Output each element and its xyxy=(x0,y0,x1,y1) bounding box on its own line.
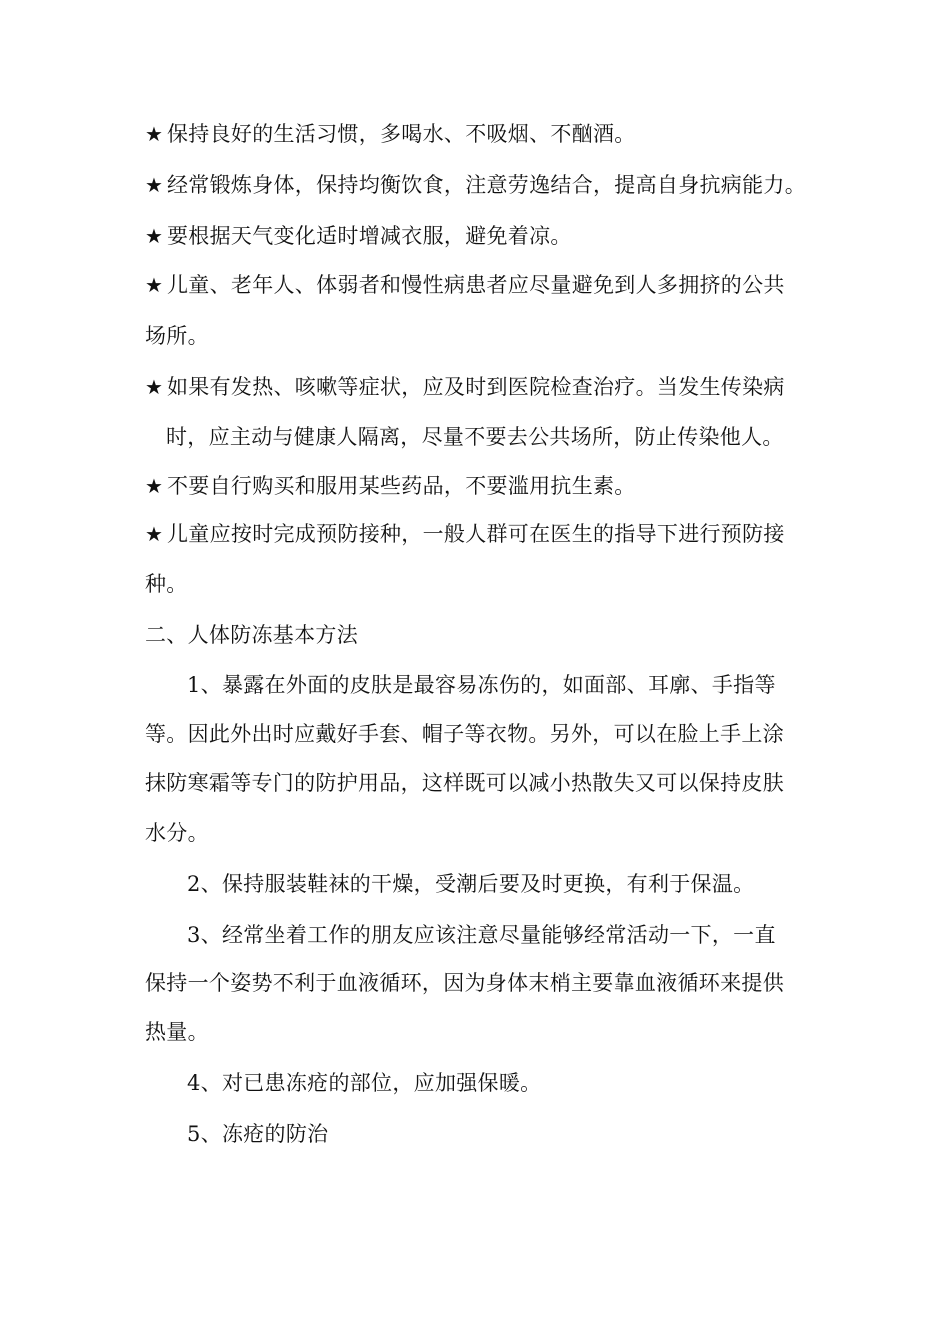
paragraph-line: 热量。 xyxy=(145,1020,209,1044)
paragraph-line: 5、冻疮的防治 xyxy=(187,1122,329,1146)
bullet-continuation: 场所。 xyxy=(145,324,209,348)
bullet-text: 不要自行购买和服用某些药品，不要滥用抗生素。 xyxy=(167,474,636,498)
bullet-text: 要根据天气变化适时增减衣服，避免着凉。 xyxy=(167,224,572,248)
paragraph-line: 水分。 xyxy=(145,821,209,845)
bullet-line xyxy=(145,221,572,251)
bullet-continuation: 时，应主动与健康人隔离，尽量不要去公共场所，防止传染他人。 xyxy=(166,425,784,449)
bullet-text: 保持良好的生活习惯，多喝水、不吸烟、不酗酒。 xyxy=(167,122,636,146)
paragraph-line: 1、暴露在外面的皮肤是最容易冻伤的，如面部、耳廓、手指等 xyxy=(187,673,776,697)
bullet-line xyxy=(145,270,785,300)
bullet-line xyxy=(145,471,636,501)
star-icon: ★ xyxy=(145,522,164,546)
paragraph-line: 2、保持服装鞋袜的干燥，受潮后要及时更换，有利于保温。 xyxy=(187,872,755,896)
bullet-line xyxy=(145,372,785,402)
star-icon: ★ xyxy=(145,474,164,498)
bullet-text: 儿童应按时完成预防接种，一般人群可在医生的指导下进行预防接 xyxy=(167,522,785,546)
bullet-line xyxy=(145,119,636,149)
star-icon: ★ xyxy=(145,122,164,146)
bullet-text: 儿童、老年人、体弱者和慢性病患者应尽量避免到人多拥挤的公共 xyxy=(167,273,785,297)
paragraph-line: 3、经常坐着工作的朋友应该注意尽量能够经常活动一下，一直 xyxy=(187,923,776,947)
star-icon: ★ xyxy=(145,273,164,297)
bullet-line xyxy=(145,519,785,549)
bullet-continuation: 种。 xyxy=(145,572,188,596)
paragraph-line: 4、对已患冻疮的部位，应加强保暖。 xyxy=(187,1071,542,1095)
star-icon: ★ xyxy=(145,224,164,248)
section-heading: 二、人体防冻基本方法 xyxy=(145,623,358,647)
star-icon: ★ xyxy=(145,173,164,197)
bullet-text: 经常锻炼身体，保持均衡饮食，注意劳逸结合，提高自身抗病能力。 xyxy=(167,173,806,197)
paragraph-line: 等。因此外出时应戴好手套、帽子等衣物。另外，可以在脸上手上涂 xyxy=(145,722,784,746)
bullet-text: 如果有发热、咳嗽等症状，应及时到医院检查治疗。当发生传染病 xyxy=(167,375,785,399)
bullet-line xyxy=(145,170,806,200)
star-icon: ★ xyxy=(145,375,164,399)
paragraph-line: 抹防寒霜等专门的防护用品，这样既可以减小热散失又可以保持皮肤 xyxy=(145,771,784,795)
paragraph-line: 保持一个姿势不利于血液循环，因为身体末梢主要靠血液循环来提供 xyxy=(145,971,784,995)
